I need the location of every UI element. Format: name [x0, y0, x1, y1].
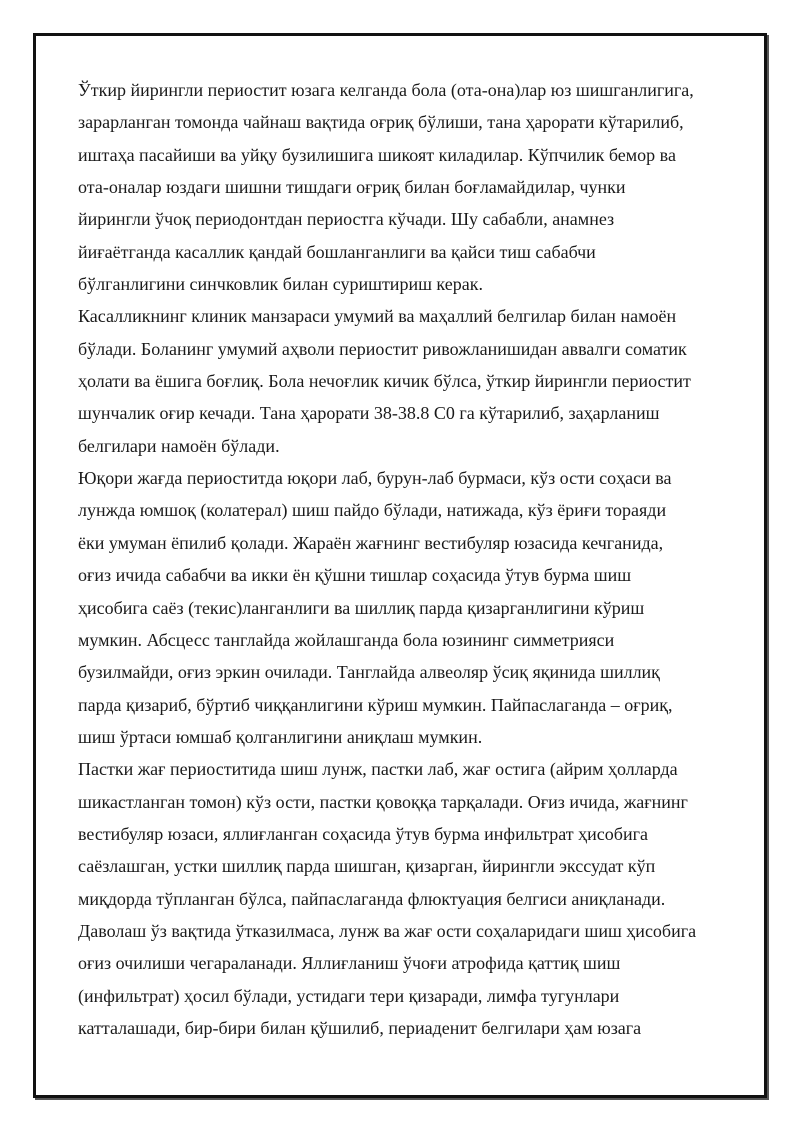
text-line: ҳолати ва ёшига боғлиқ. Бола нечоғлик кичик бўлса, ўткир йирингли периостит [78, 371, 691, 392]
text-line: оғиз очилиши чегараланади. Яллиғланиш ўчоғи атрофида қаттиқ шиш [78, 953, 621, 974]
text-line: лунжда юмшоқ (колатерал) шиш пайдо бўлади, натижада, кўз ёриғи тораяди [78, 500, 667, 521]
text-line: катталашади, бир-бири билан қўшилиб, периаденит белгилари ҳам юзага [78, 1017, 642, 1038]
text-line: Ўткир йирингли периостит юзага келганда бола (ота-она)лар юз шишганлигига, [78, 80, 694, 100]
text-line: миқдорда тўпланган бўлса, пайпаслаганда флюктуация белгиси аниқланади. [78, 888, 666, 909]
text-line: шиш ўртаси юмшаб қолганлигини аниқлаш мумкин. [78, 726, 483, 747]
text-line: парда қизариб, бўртиб чиққанлигини кўриш мумкин. Пайпаслаганда – оғриқ, [78, 694, 673, 715]
text-line: иштаҳа пасайиши ва уйқу бузилишига шикоят киладилар. Кўпчилик бемор ва [78, 144, 676, 165]
text-line: бўлганлигини синчковлик билан суриштириш керак. [78, 274, 483, 295]
page-frame [33, 33, 767, 1098]
document-body [78, 74, 728, 1044]
text-line: Пастки жағ периоститида шиш лунж, пастки лаб, жағ остига (айрим ҳолларда [78, 759, 678, 780]
text-line: оғиз ичида сабабчи ва икки ён қўшни тишлар соҳасида ўтув бурма шиш [78, 565, 632, 586]
text-line: йиғаётганда касаллик қандай бошланганлиги ва қайси тиш сабабчи [78, 241, 596, 262]
text-line: зарарланган томонда чайнаш вақтида оғриқ бўлиши, тана ҳарорати кўтарилиб, [78, 112, 684, 133]
text-line: йирингли ўчоқ периодонтдан периостга кўчади. Шу сабабли, анамнез [78, 209, 615, 230]
text-line: ҳисобига саёз (текис)ланганлиги ва шиллиқ парда қизарганлигини кўриш [78, 597, 645, 618]
text-line: (инфильтрат) ҳосил бўлади, устидаги тери қизаради, лимфа тугунлари [78, 985, 620, 1006]
text-line: бўлади. Боланинг умумий аҳволи периостит ривожланишидан аввалги соматик [78, 338, 687, 359]
text-line: Касалликнинг клиник манзараси умумий ва маҳаллий белгилар билан намоён [78, 306, 677, 327]
text-line: ёки умуман ёпилиб қолади. Жараён жағнинг вестибуляр юзасида кечганида, [78, 532, 664, 553]
text-line: Юқори жағда периоститда юқори лаб, бурун-лаб бурмаси, кўз ости соҳаси ва [78, 468, 672, 489]
text-line: мумкин. Абсцесс танглайда жойлашганда бола юзининг симметрияси [78, 629, 615, 650]
text-line: саёзлашган, устки шиллиқ парда шишган, қизарган, йирингли экссудат кўп [78, 856, 656, 877]
text-line: шикастланган томон) кўз ости, пастки қовоққа тарқалади. Оғиз ичида, жағнинг [78, 791, 688, 812]
text-line: бузилмайди, оғиз эркин очилади. Танглайда алвеоляр ўсиқ яқинида шиллиқ [78, 662, 660, 683]
text-line: ота-оналар юздаги шишни тишдаги оғриқ билан боғламайдилар, чунки [78, 177, 626, 198]
text-line: вестибуляр юзаси, яллиғланган соҳасида ўтув бурма инфильтрат ҳисобига [78, 823, 648, 844]
text-line: Даволаш ўз вақтида ўтказилмаса, лунж ва жағ ости соҳаларидаги шиш ҳисобига [78, 920, 697, 941]
text-line: белгилари намоён бўлади. [78, 435, 280, 456]
text-line: шунчалик оғир кечади. Тана ҳарорати 38-38.8 С0 га кўтарилиб, заҳарланиш [78, 403, 660, 424]
